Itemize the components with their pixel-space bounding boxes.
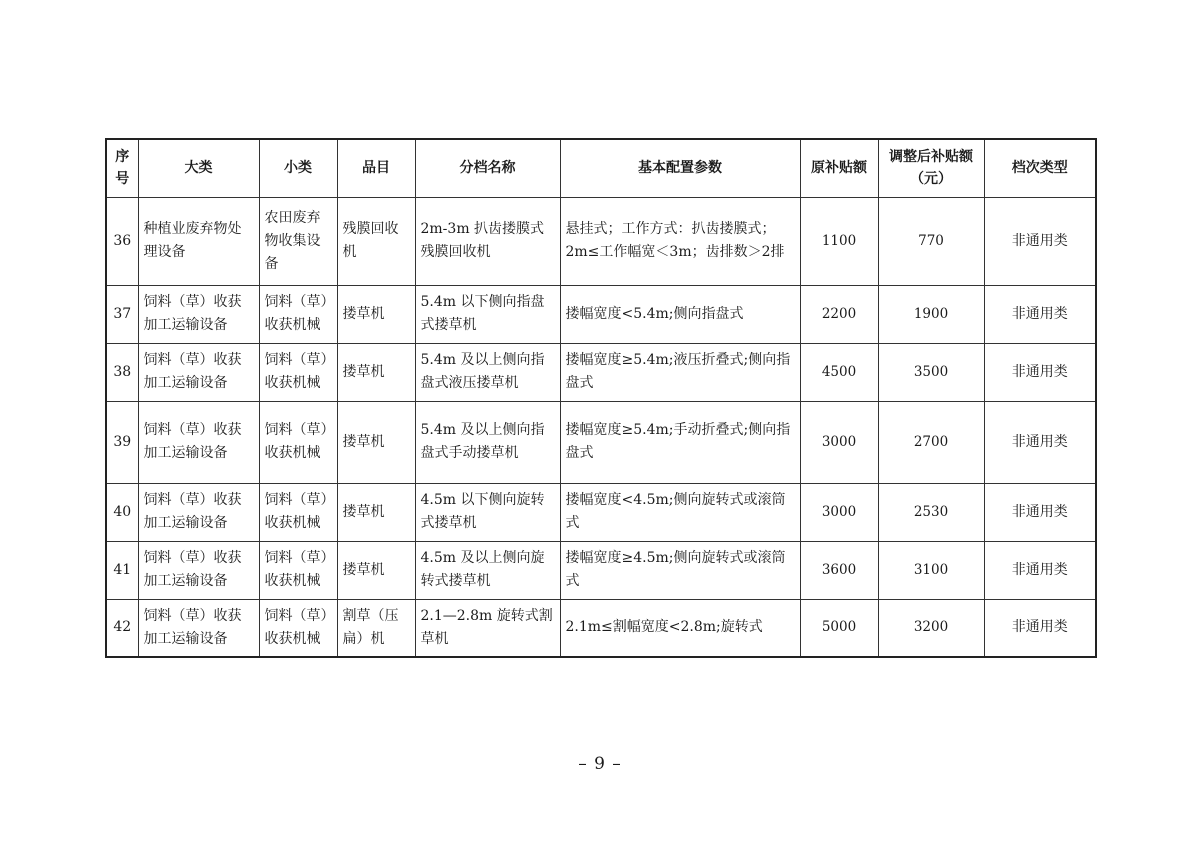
cell-tier-type: 非通用类 bbox=[984, 483, 1096, 541]
cell-config: 搂幅宽度<4.5m;侧向旋转式或滚筒式 bbox=[560, 483, 800, 541]
cell-category: 饲料（草）收获加工运输设备 bbox=[138, 483, 259, 541]
cell-tier-name: 5.4m 及以上侧向指盘式手动搂草机 bbox=[415, 401, 560, 483]
header-seq: 序号 bbox=[106, 139, 138, 197]
cell-tier-name: 5.4m 以下侧向指盘式搂草机 bbox=[415, 285, 560, 343]
cell-tier-name: 4.5m 及以上侧向旋转式搂草机 bbox=[415, 541, 560, 599]
cell-item: 搂草机 bbox=[337, 541, 415, 599]
cell-subcategory: 饲料（草）收获机械 bbox=[259, 401, 337, 483]
header-tier-type: 档次类型 bbox=[984, 139, 1096, 197]
cell-item: 搂草机 bbox=[337, 285, 415, 343]
cell-category: 饲料（草）收获加工运输设备 bbox=[138, 599, 259, 657]
cell-seq: 39 bbox=[106, 401, 138, 483]
table-row bbox=[106, 483, 1096, 541]
cell-item: 搂草机 bbox=[337, 483, 415, 541]
header-orig-subsidy: 原补贴额 bbox=[800, 139, 878, 197]
cell-adj-subsidy: 3200 bbox=[878, 599, 984, 657]
cell-subcategory: 饲料（草）收获机械 bbox=[259, 343, 337, 401]
header-subcategory: 小类 bbox=[259, 139, 337, 197]
cell-adj-subsidy: 3100 bbox=[878, 541, 984, 599]
cell-orig-subsidy: 2200 bbox=[800, 285, 878, 343]
table-row bbox=[106, 343, 1096, 401]
cell-subcategory: 饲料（草）收获机械 bbox=[259, 483, 337, 541]
table-header-row bbox=[106, 139, 1096, 197]
cell-config: 搂幅宽度<5.4m;侧向指盘式 bbox=[560, 285, 800, 343]
cell-config: 搂幅宽度≥5.4m;液压折叠式;侧向指盘式 bbox=[560, 343, 800, 401]
table-row bbox=[106, 541, 1096, 599]
cell-subcategory: 饲料（草）收获机械 bbox=[259, 599, 337, 657]
cell-tier-type: 非通用类 bbox=[984, 401, 1096, 483]
cell-tier-type: 非通用类 bbox=[984, 599, 1096, 657]
cell-seq: 37 bbox=[106, 285, 138, 343]
cell-seq: 36 bbox=[106, 197, 138, 285]
table-row bbox=[106, 401, 1096, 483]
page-number: – 9 – bbox=[578, 754, 622, 774]
cell-tier-type: 非通用类 bbox=[984, 343, 1096, 401]
cell-subcategory: 饲料（草）收获机械 bbox=[259, 285, 337, 343]
cell-adj-subsidy: 770 bbox=[878, 197, 984, 285]
cell-seq: 41 bbox=[106, 541, 138, 599]
cell-tier-name: 4.5m 以下侧向旋转式搂草机 bbox=[415, 483, 560, 541]
cell-orig-subsidy: 1100 bbox=[800, 197, 878, 285]
cell-adj-subsidy: 3500 bbox=[878, 343, 984, 401]
cell-adj-subsidy: 2530 bbox=[878, 483, 984, 541]
cell-tier-name: 2m-3m 扒齿搂膜式残膜回收机 bbox=[415, 197, 560, 285]
cell-item: 残膜回收机 bbox=[337, 197, 415, 285]
cell-tier-type: 非通用类 bbox=[984, 541, 1096, 599]
cell-orig-subsidy: 3000 bbox=[800, 401, 878, 483]
header-tier-name: 分档名称 bbox=[415, 139, 560, 197]
cell-tier-type: 非通用类 bbox=[984, 285, 1096, 343]
cell-subcategory: 饲料（草）收获机械 bbox=[259, 541, 337, 599]
cell-category: 饲料（草）收获加工运输设备 bbox=[138, 541, 259, 599]
cell-seq: 40 bbox=[106, 483, 138, 541]
cell-orig-subsidy: 3000 bbox=[800, 483, 878, 541]
cell-item: 割草（压扁）机 bbox=[337, 599, 415, 657]
table-row bbox=[106, 599, 1096, 657]
cell-seq: 42 bbox=[106, 599, 138, 657]
header-item: 品目 bbox=[337, 139, 415, 197]
cell-orig-subsidy: 3600 bbox=[800, 541, 878, 599]
subsidy-table bbox=[105, 138, 1097, 658]
header-category: 大类 bbox=[138, 139, 259, 197]
cell-orig-subsidy: 5000 bbox=[800, 599, 878, 657]
cell-adj-subsidy: 2700 bbox=[878, 401, 984, 483]
cell-tier-name: 2.1—2.8m 旋转式割草机 bbox=[415, 599, 560, 657]
cell-category: 种植业废弃物处理设备 bbox=[138, 197, 259, 285]
cell-item: 搂草机 bbox=[337, 401, 415, 483]
cell-category: 饲料（草）收获加工运输设备 bbox=[138, 401, 259, 483]
cell-config: 搂幅宽度≥4.5m;侧向旋转式或滚筒式 bbox=[560, 541, 800, 599]
cell-category: 饲料（草）收获加工运输设备 bbox=[138, 343, 259, 401]
table-row bbox=[106, 197, 1096, 285]
cell-tier-type: 非通用类 bbox=[984, 197, 1096, 285]
cell-orig-subsidy: 4500 bbox=[800, 343, 878, 401]
cell-tier-name: 5.4m 及以上侧向指盘式液压搂草机 bbox=[415, 343, 560, 401]
cell-seq: 38 bbox=[106, 343, 138, 401]
cell-config: 2.1m≤割幅宽度<2.8m;旋转式 bbox=[560, 599, 800, 657]
header-adj-subsidy: 调整后补贴额（元） bbox=[878, 139, 984, 197]
header-config: 基本配置参数 bbox=[560, 139, 800, 197]
table-row bbox=[106, 285, 1096, 343]
cell-category: 饲料（草）收获加工运输设备 bbox=[138, 285, 259, 343]
cell-subcategory: 农田废弃物收集设备 bbox=[259, 197, 337, 285]
cell-adj-subsidy: 1900 bbox=[878, 285, 984, 343]
cell-config: 搂幅宽度≥5.4m;手动折叠式;侧向指盘式 bbox=[560, 401, 800, 483]
cell-item: 搂草机 bbox=[337, 343, 415, 401]
cell-config: 悬挂式；工作方式：扒齿搂膜式；2m≤工作幅宽＜3m；齿排数＞2排 bbox=[560, 197, 800, 285]
